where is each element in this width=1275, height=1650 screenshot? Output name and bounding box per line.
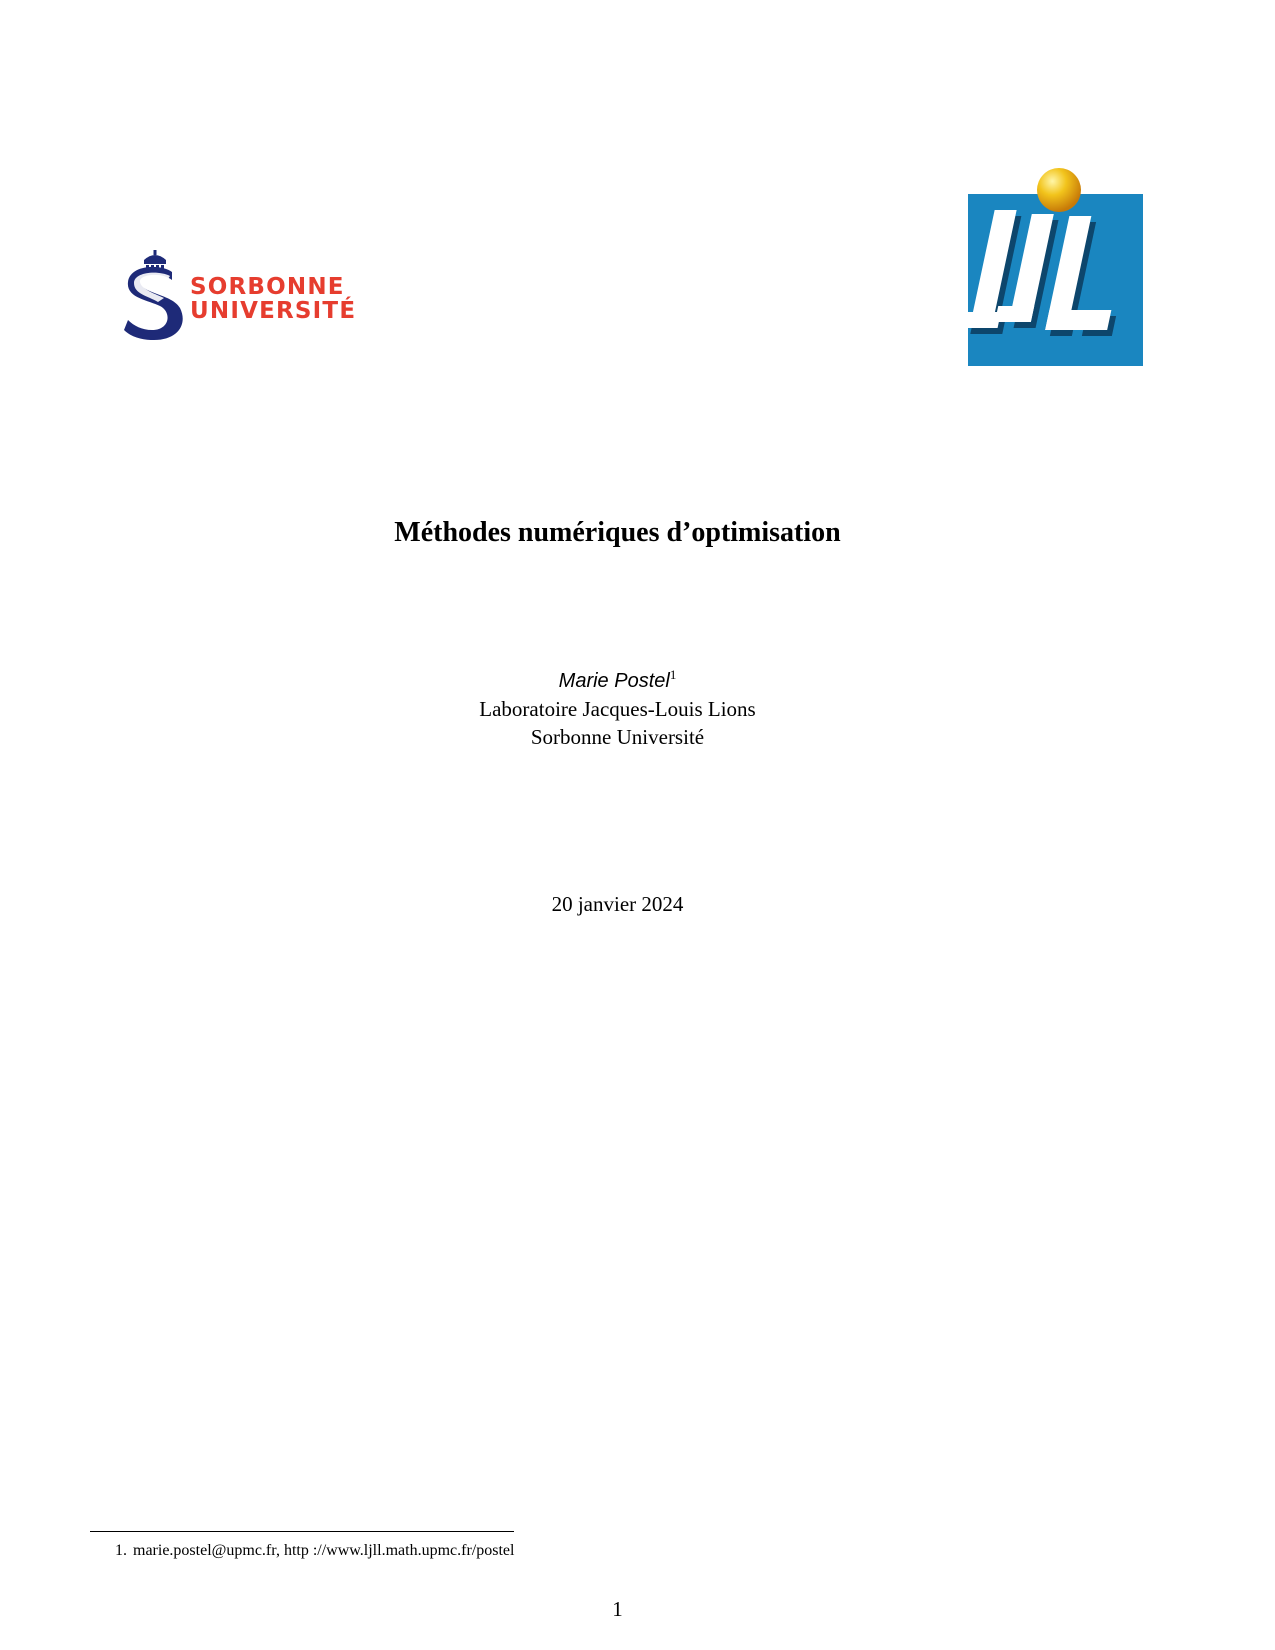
page-number: 1	[612, 1597, 623, 1621]
sorbonne-logo-line2: UNIVERSITÉ	[190, 298, 357, 324]
footnote-divider	[90, 1531, 514, 1532]
footnote-number: 1.	[115, 1542, 127, 1559]
author-name: Marie Postel	[558, 670, 670, 692]
sorbonne-emblem-icon	[122, 250, 188, 342]
author-affiliation-lab: Laboratoire Jacques-Louis Lions	[479, 697, 756, 721]
sorbonne-universite-logo	[122, 250, 357, 342]
footnote-text: marie.postel@upmc.fr, http ://www.ljll.math.upmc.fr/postel	[133, 1542, 515, 1559]
document-date: 20 janvier 2024	[551, 892, 684, 916]
footnote	[115, 1541, 514, 1560]
ljll-logo-icon	[968, 166, 1148, 376]
sorbonne-logo-line1: SORBONNE	[190, 274, 345, 300]
author-footnote-mark: 1	[669, 667, 677, 682]
ljll-logo	[968, 166, 1148, 376]
author-block	[0, 666, 1235, 751]
author-affiliation-university: Sorbonne Université	[530, 725, 705, 749]
document-title: Méthodes numériques d’optimisation	[394, 517, 841, 548]
